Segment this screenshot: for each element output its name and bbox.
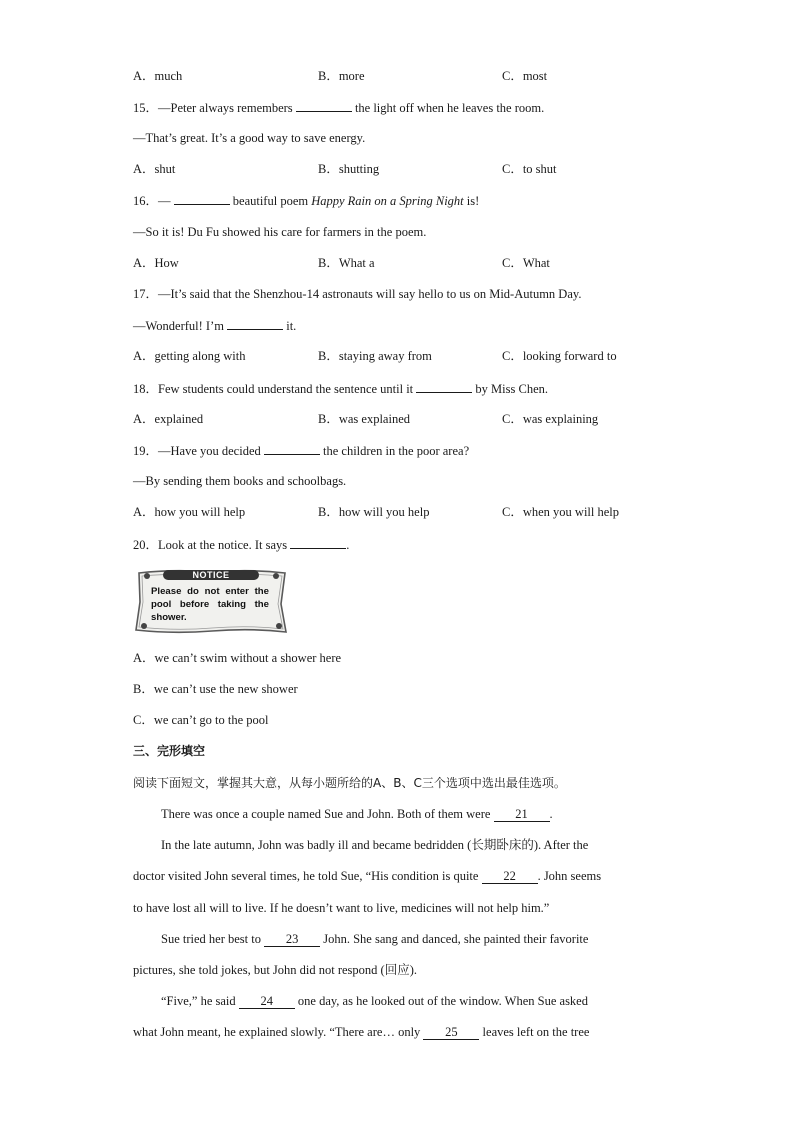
q20-text-pre: 20．Look at the notice. It says [133, 538, 291, 552]
q17-option-a: A．getting along with [133, 349, 246, 363]
q17-reply-pre: —Wonderful! I’m [133, 319, 228, 333]
notice-text: Please do not enter the pool before taking the shower. [151, 586, 269, 623]
q19-question [133, 442, 469, 459]
passage-paragraph-2-line-2 [133, 868, 601, 884]
passage-paragraph-2-line-1: In the late autumn, John was badly ill and became bedridden (长期卧床的). After the [161, 838, 589, 852]
p3-text-post: John. She sang and danced, she painted their favorite [320, 932, 589, 946]
q20-blank [290, 536, 346, 549]
q17-blank [227, 317, 283, 330]
q16-option-c: C．What [502, 256, 550, 270]
q15-text-post: the light off when he leaves the room. [351, 101, 545, 115]
section-instruction: 阅读下面短文，掌握其大意，从每小题所给的A、B、C三个选项中选出最佳选项。 [133, 776, 566, 790]
q17-question: 17．—It’s said that the Shenzhou-14 astronauts will say hello to us on Mid-Autumn Day. [133, 287, 582, 301]
p1-text-post: . [549, 807, 553, 821]
q14-option-c: C．most [502, 69, 548, 83]
q16-option-a: A．How [133, 256, 179, 270]
passage-paragraph-3-line-1 [161, 931, 588, 947]
q17-option-c: C．looking forward to [502, 349, 617, 363]
q18-option-b: B．was explained [318, 412, 410, 426]
q15-blank [296, 99, 352, 112]
q15-option-a: A．shut [133, 162, 176, 176]
p4-l2-text-pre: what John meant, he explained slowly. “There are… only [133, 1025, 424, 1039]
p1-text: There was once a couple named Sue and John. Both of them were [161, 807, 494, 821]
q16-text-mid: beautiful poem [229, 194, 312, 208]
q19-blank [264, 442, 320, 455]
q20-text-post: . [346, 538, 350, 552]
q16-reply: —So it is! Du Fu showed his care for farmers in the poem. [133, 225, 427, 239]
q16-blank [174, 192, 230, 205]
blank-24: 24 [239, 994, 295, 1009]
q17-option-b: B．staying away from [318, 349, 432, 363]
notice-title: NOTICE [192, 570, 230, 580]
p4-text-pre: “Five,” he said [161, 994, 239, 1008]
q20-option-b: B．we can’t use the new shower [133, 682, 298, 696]
q17-reply [133, 317, 296, 334]
p4-text-post: one day, as he looked out of the window. When Sue asked [294, 994, 588, 1008]
q19-text-pre: 19．—Have you decided [133, 444, 264, 458]
p4-l2-text-post: leaves left on the tree [479, 1025, 590, 1039]
q17-reply-post: it. [283, 319, 297, 333]
blank-23: 23 [264, 932, 320, 947]
q16-text-pre: 16．— [133, 194, 174, 208]
p3-text-pre: Sue tried her best to [161, 932, 265, 946]
passage-paragraph-2-line-3: to have lost all will to live. If he doesn’t want to live, medicines will not help him.” [133, 901, 550, 915]
screw-icon [144, 573, 150, 579]
blank-22: 22 [482, 869, 538, 884]
q19-option-c: C．when you will help [502, 505, 620, 519]
q16-question [133, 192, 479, 209]
p2-text-post: . John seems [537, 869, 602, 883]
q15-option-c: C．to shut [502, 162, 557, 176]
q18-blank [416, 380, 472, 393]
q16-text-post: is! [463, 194, 480, 208]
p2-text-pre: doctor visited John several times, he told Sue, “His condition is quite [133, 869, 482, 883]
passage-paragraph-4-line-2 [133, 1024, 589, 1040]
q14-option-a: A．much [133, 69, 183, 83]
q20-option-c: C．we can’t go to the pool [133, 713, 269, 727]
q19-text-post: the children in the poor area? [319, 444, 470, 458]
screw-icon [273, 573, 279, 579]
q18-option-c: C．was explaining [502, 412, 599, 426]
q15-text-pre: 15．—Peter always remembers [133, 101, 293, 115]
blank-21: 21 [494, 807, 550, 822]
q16-poem-title: Happy Rain on a Spring Night [311, 194, 464, 208]
q18-text-post: by Miss Chen. [472, 382, 548, 396]
notice-sign-image [133, 568, 291, 636]
q20-question [133, 536, 349, 553]
screw-icon [276, 623, 282, 629]
q18-question [133, 380, 548, 397]
section-heading: 三、完形填空 [133, 744, 206, 758]
blank-25: 25 [423, 1025, 479, 1040]
q20-option-a: A．we can’t swim without a shower here [133, 651, 342, 665]
passage-paragraph-1 [161, 806, 553, 822]
q16-option-b: B．What a [318, 256, 375, 270]
q15-question [133, 99, 544, 116]
q19-reply: —By sending them books and schoolbags. [133, 474, 347, 488]
q14-option-b: B．more [318, 69, 365, 83]
passage-paragraph-3-line-2: pictures, she told jokes, but John did not respond (回应). [133, 963, 417, 977]
q19-option-a: A．how you will help [133, 505, 246, 519]
passage-paragraph-4-line-1 [161, 993, 588, 1009]
q15-reply: —That’s great. It’s a good way to save energy. [133, 131, 366, 145]
q15-option-b: B．shutting [318, 162, 380, 176]
q18-option-a: A．explained [133, 412, 204, 426]
q19-option-b: B．how will you help [318, 505, 430, 519]
q18-text-pre: 18．Few students could understand the sentence until it [133, 382, 417, 396]
screw-icon [141, 623, 147, 629]
